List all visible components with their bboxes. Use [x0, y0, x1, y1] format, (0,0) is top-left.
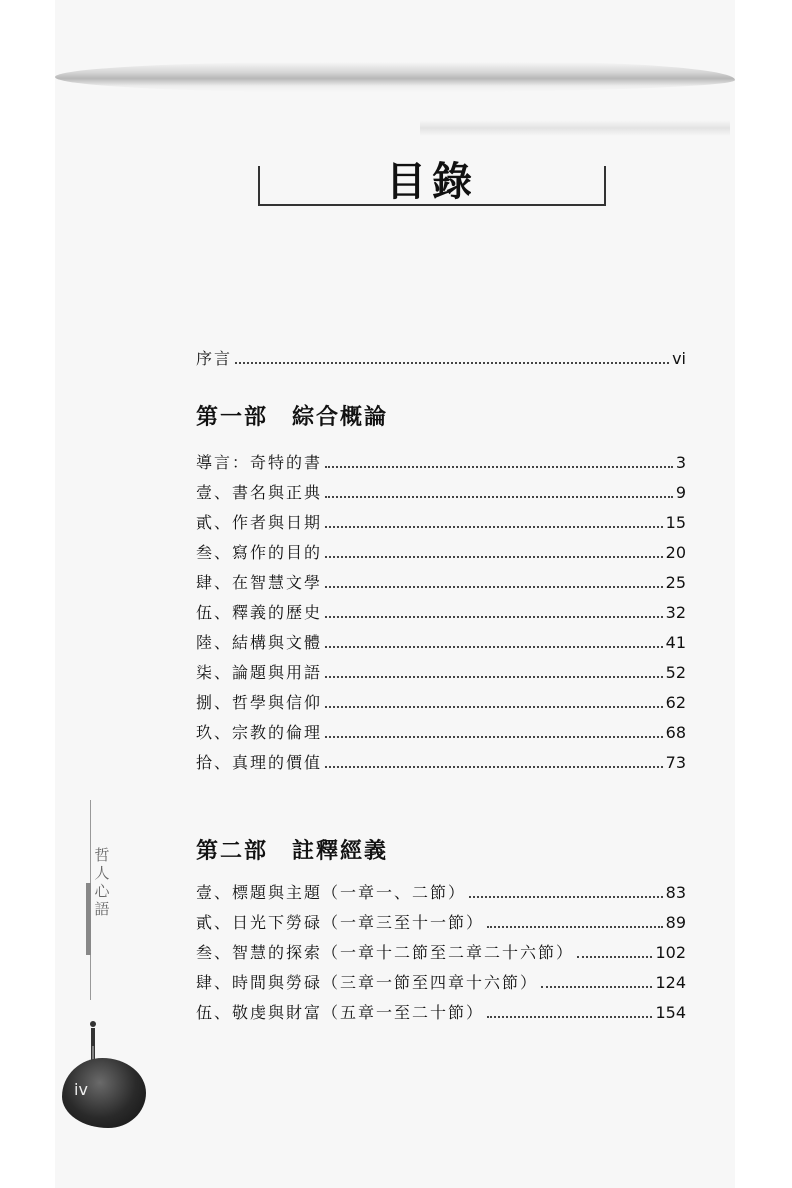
toc-entry[interactable] — [196, 570, 686, 594]
toc-entry[interactable] — [196, 910, 686, 934]
toc-entry[interactable] — [196, 450, 686, 474]
toc-label: 玖、宗教的倫理 — [196, 723, 323, 742]
toc-label: 叁、智慧的探索（一章十二節至二章二十六節） — [196, 943, 575, 962]
toc-label: 捌、哲學與信仰 — [196, 693, 323, 712]
part1-number: 第一部 — [196, 404, 269, 430]
leader-dots — [577, 956, 652, 958]
toc-page-number: 9 — [675, 483, 686, 502]
toc-page-number: 52 — [665, 663, 686, 682]
toc-label: 貳、作者與日期 — [196, 513, 323, 532]
toc-label: 壹、標題與主題（一章一、二節） — [196, 883, 467, 902]
toc-label: 伍、釋義的歷史 — [196, 603, 323, 622]
toc-page-number: 124 — [655, 973, 686, 992]
leader-dots — [325, 496, 673, 498]
toc-page-number: 32 — [665, 603, 686, 622]
leader-dots — [325, 736, 663, 738]
toc-entry[interactable] — [196, 690, 686, 714]
toc-label: 貳、日光下勞碌（一章三至十一節） — [196, 913, 485, 932]
sidebar-book-title — [93, 846, 111, 918]
leader-dots — [469, 896, 663, 898]
toc-entry[interactable] — [196, 630, 686, 654]
toc-line[interactable] — [196, 346, 686, 370]
leader-dots — [325, 766, 663, 768]
toc-label: 肆、時間與勞碌（三章一節至四章十六節） — [196, 973, 539, 992]
leader-dots — [325, 676, 663, 678]
toc-page-number: 154 — [655, 1003, 686, 1022]
leader-dots — [487, 926, 663, 928]
page-number: iv — [74, 1080, 88, 1099]
toc-label: 柒、論題與用語 — [196, 663, 323, 682]
toc-entry[interactable] — [196, 600, 686, 624]
toc-page-number: vi — [672, 349, 686, 368]
toc-label: 肆、在智慧文學 — [196, 573, 323, 592]
toc-page-number: 68 — [665, 723, 686, 742]
toc-entry[interactable] — [196, 720, 686, 744]
toc-page-number: 41 — [665, 633, 686, 652]
part1-heading — [196, 400, 388, 431]
leader-dots — [325, 646, 663, 648]
sidebar-marker — [86, 883, 91, 955]
leader-dots — [235, 362, 669, 364]
toc-entry[interactable] — [196, 940, 686, 964]
toc-entry[interactable] — [196, 660, 686, 684]
sidebar-char: 語 — [94, 900, 110, 918]
leader-dots — [487, 1016, 652, 1018]
brush-stroke-decoration — [55, 62, 735, 92]
toc-label: 叁、寫作的目的 — [196, 543, 323, 562]
part2-name: 註釋經義 — [292, 838, 389, 864]
sidebar-char: 人 — [94, 864, 110, 882]
toc-page-number: 3 — [675, 453, 686, 472]
toc-page-number: 83 — [665, 883, 686, 902]
toc-label: 陸、結構與文體 — [196, 633, 323, 652]
part2-number: 第二部 — [196, 838, 269, 864]
part2-heading — [196, 834, 388, 865]
toc-page-number: 15 — [665, 513, 686, 532]
sidebar-char: 哲 — [94, 846, 110, 864]
toc-page-number: 102 — [655, 943, 686, 962]
leader-dots — [541, 986, 652, 988]
toc-entry[interactable] — [196, 480, 686, 504]
leader-dots — [325, 556, 663, 558]
sidebar-char: 心 — [94, 882, 110, 900]
toc-entry[interactable] — [196, 750, 686, 774]
toc-entry[interactable] — [196, 880, 686, 904]
toc-page-number: 20 — [665, 543, 686, 562]
toc-entry[interactable] — [196, 510, 686, 534]
toc-label: 壹、書名與正典 — [196, 483, 323, 502]
toc-preface[interactable] — [196, 346, 686, 370]
toc-label: 導言：奇特的書 — [196, 453, 323, 472]
toc-label: 拾、真理的價值 — [196, 753, 323, 772]
toc-page-number: 62 — [665, 693, 686, 712]
brush-stroke-faint — [420, 120, 730, 136]
page-title: 目錄 — [386, 159, 478, 205]
toc-page-number: 89 — [665, 913, 686, 932]
toc-entry[interactable] — [196, 1000, 686, 1024]
toc-entry[interactable] — [196, 540, 686, 564]
toc-label: 序言 — [196, 349, 233, 368]
part1-name: 綜合概論 — [292, 404, 389, 430]
leader-dots — [325, 706, 663, 708]
toc-label: 伍、敬虔與財富（五章一至二十節） — [196, 1003, 485, 1022]
leader-dots — [325, 526, 663, 528]
leader-dots — [325, 586, 663, 588]
toc-page-number: 73 — [665, 753, 686, 772]
leader-dots — [325, 616, 663, 618]
toc-page-number: 25 — [665, 573, 686, 592]
leader-dots — [325, 466, 673, 468]
toc-entry[interactable] — [196, 970, 686, 994]
